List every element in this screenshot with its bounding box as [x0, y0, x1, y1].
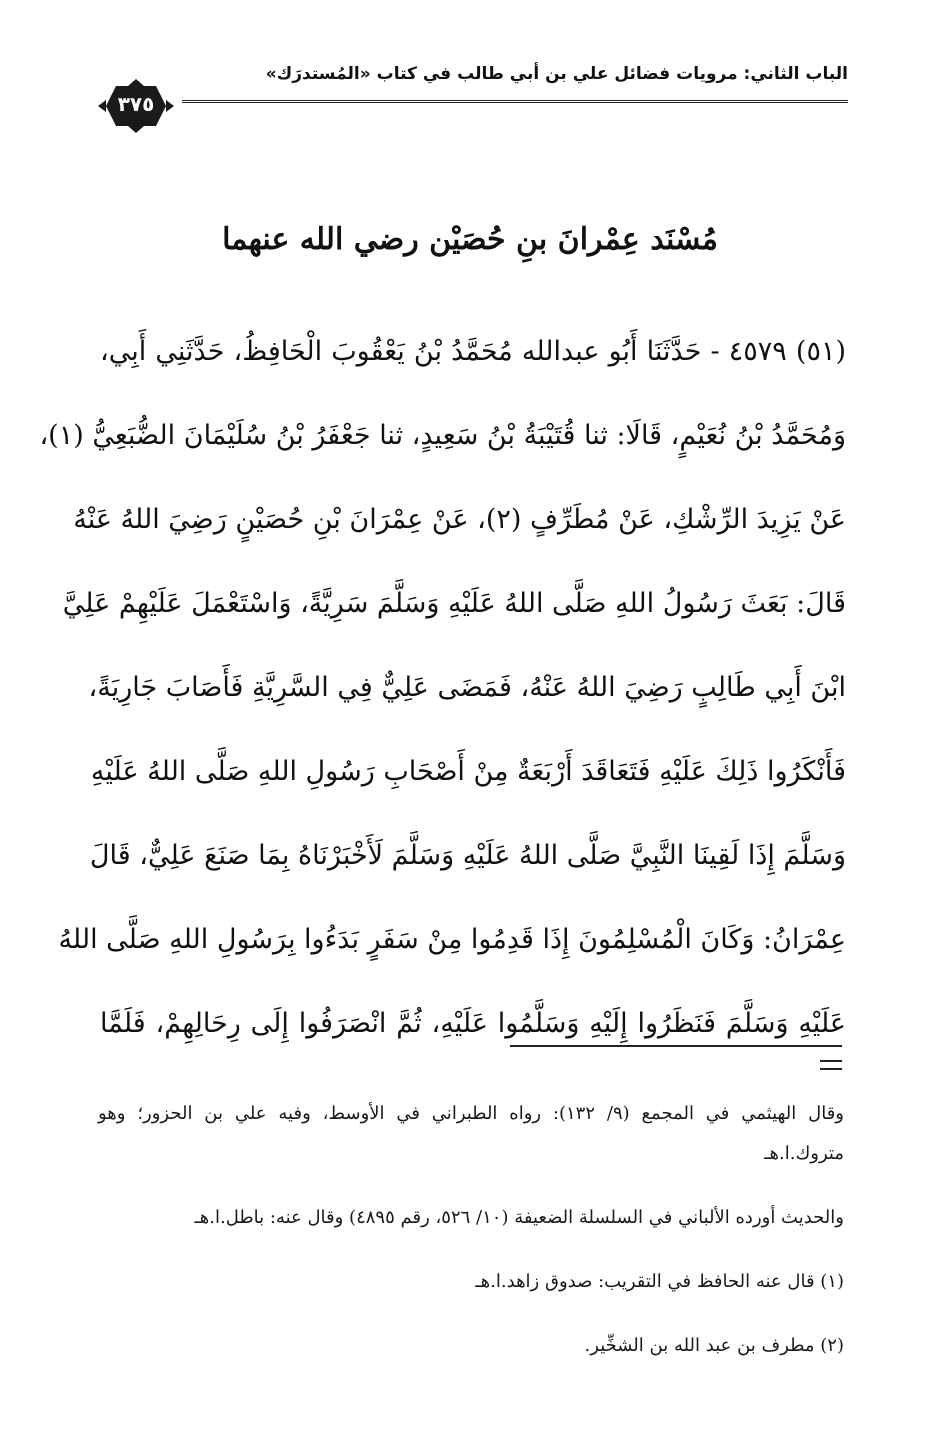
text-line: وَمُحَمَّدُ بْنُ نُعَيْمٍ، قَالَا: ثنا قُتَيْبَةُ بْنُ سَعِيدٍ، ثنا جَعْفَرُ بْنُ سُلَيْمَانَ الضُّبَعِيُّ (١)،	[39, 420, 846, 451]
text-line: عَلَيْهِ وَسَلَّمَ فَنَظَرُوا إِلَيْهِ وَسَلَّمُوا عَلَيْهِ، ثُمَّ انْصَرَفُوا إِلَى رِحَالِهِمْ، فَلَمَّا	[100, 1008, 846, 1039]
page-number: ٣٧٥	[117, 92, 155, 116]
text-line: عَنْ يَزِيدَ الرِّشْكِ، عَنْ مُطَرِّفٍ (٢)، عَنْ عِمْرَانَ بْنِ حُصَيْنٍ رَضِيَ اللهُ عَنْهُ	[73, 504, 846, 535]
text-line: فَأَنْكَرُوا ذَلِكَ عَلَيْهِ فَتَعَاقَدَ أَرْبَعَةٌ مِنْ أَصْحَابِ رَسُولِ اللهِ صَلَّى اللهُ عَلَيْهِ	[90, 756, 846, 787]
page-number-badge	[96, 78, 176, 134]
header-rule	[182, 100, 848, 103]
text-line: ابْنَ أَبِي طَالِبٍ رَضِيَ اللهُ عَنْهُ، فَمَضَى عَلِيٌّ فِي السَّرِيَّةِ فَأَصَابَ جَارِيَةً،	[88, 672, 846, 703]
footnote-continued-line: وقال الهيثمي في المجمع (٩/ ١٣٢): رواه الطبراني في الأوسط، وفيه علي بن الحزور؛ وهو	[98, 1103, 844, 1124]
hadith-text	[39, 322, 846, 1054]
continued-footnote-mark	[820, 1060, 842, 1072]
text-line: وَسَلَّمَ إِذَا لَقِينَا النَّبِيَّ صَلَّى اللهُ عَلَيْهِ وَسَلَّمَ لَأَخْبَرْنَاهُ بِمَا صَنَعَ عَلِيٌّ، قَالَ	[89, 840, 846, 871]
text-line: قَالَ: بَعَثَ رَسُولُ اللهِ صَلَّى اللهُ عَلَيْهِ وَسَلَّمَ سَرِيَّةً، وَاسْتَعْمَلَ عَلَيْهِمْ عَلِيَّ	[62, 588, 846, 619]
footnote-2: (٢) مطرف بن عبد الله بن الشخِّير.	[584, 1335, 844, 1356]
page-header	[96, 58, 848, 116]
footnote-continued-line: متروك.ا.هـ	[764, 1143, 844, 1164]
text-line: (٥١) ٤٥٧٩ - حَدَّثَنَا أَبُو عبدالله مُحَمَّدُ بْنُ يَعْقُوبَ الْحَافِظُ، حَدَّثَنِي أَبِي،	[100, 336, 846, 367]
running-head: الباب الثاني: مرويات فضائل علي بن أبي طالب في كتاب «المُستدرَك»	[265, 64, 848, 84]
footnote-albani-line: والحديث أورده الألباني في السلسلة الضعيفة (١٠/ ٥٢٦، رقم ٤٨٩٥) وقال عنه: باطل.ا.هـ	[194, 1207, 844, 1228]
text-line: عِمْرَانُ: وَكَانَ الْمُسْلِمُونَ إِذَا قَدِمُوا مِنْ سَفَرٍ بَدَءُوا بِرَسُولِ اللهِ صَلَّى اللهُ	[58, 924, 846, 955]
footnote-1: (١) قال عنه الحافظ في التقريب: صدوق زاهد.ا.هـ	[475, 1271, 844, 1292]
section-title: مُسْنَد عِمْرانَ بنِ حُصَيْن رضي الله عنهما	[222, 222, 718, 257]
footnotes	[98, 1094, 844, 1366]
footnote-separator	[510, 1045, 842, 1047]
